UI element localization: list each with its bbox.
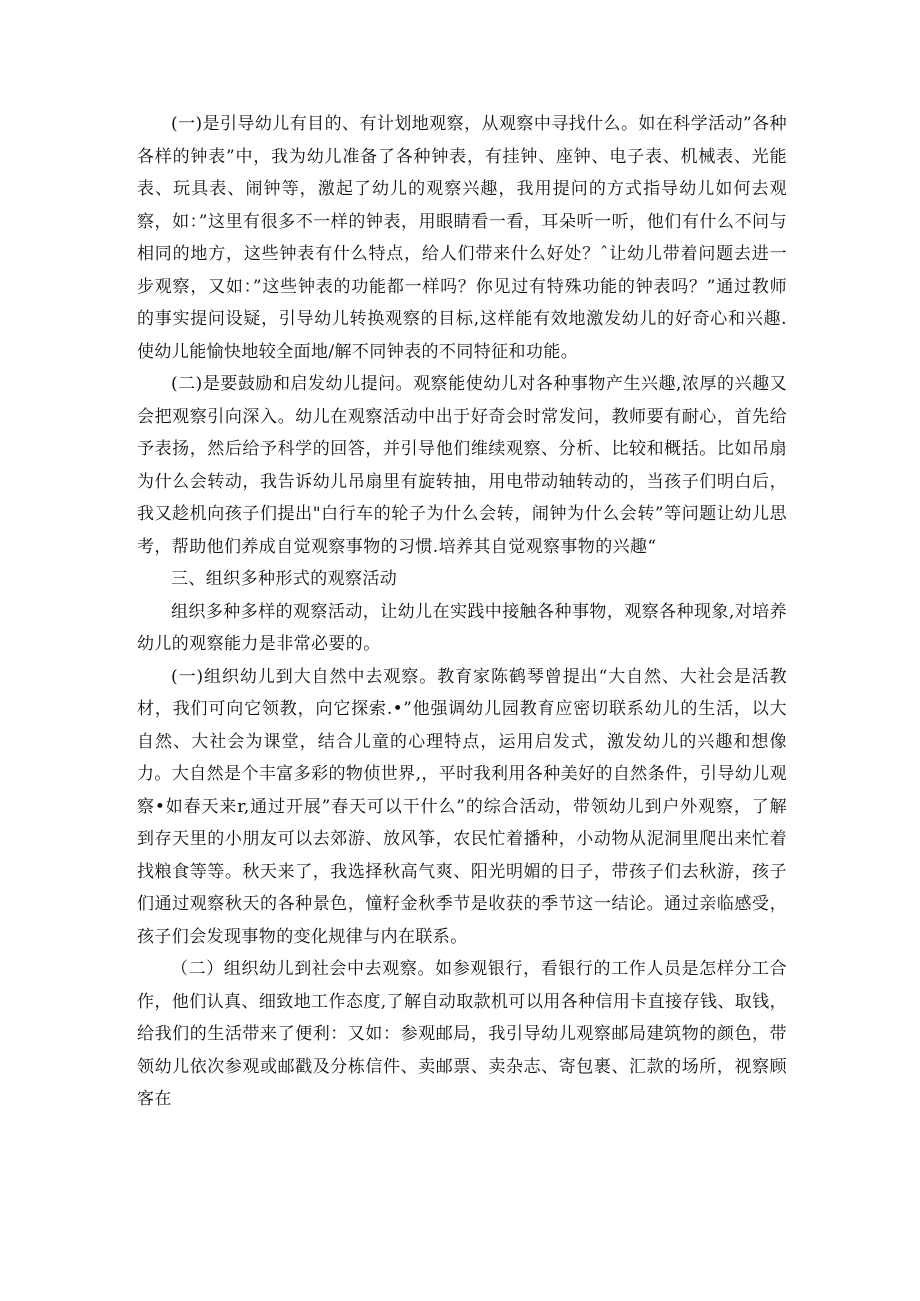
document-body: [137, 108, 787, 1116]
paragraph-nature-observation: (一)组织幼儿到大自然中去观察。教育家陈鹤琴曾提出“大自然、大社会是活教材，我们可向它领教，向它探索.•”他强调幼儿园教育应密切联系幼儿的生活，以大自然、大社会为课堂，结合儿童的心理特点，运用启发式，激发幼儿的兴趣和想像力。大自然是个丰富多彩的物侦世界,，平时我利用各种美好的自然条件，引导幼儿观察•如春天来r,通过开展”春天可以干什么”的综合活动，带领幼儿到户外观察，了解到存天里的小朋友可以去郊游、放风筝，农民忙着播种，小动物从泥洞里爬出来忙着找粮食等等。秋天来了，我选择秋高气爽、阳光明媚的日子，带孩子们去秋游，孩子们通过观察秋天的各种景色，憧籽金秋季节是收获的季节这一结论。通过亲临感受，孩子们会发现事物的变化规律与内在联系。: [137, 666, 787, 947]
paragraph-activities-intro: 组织多种多样的观察活动，让幼儿在实践中接触各种事物，观察各种现象,对培养幼儿的观察能力是非常必要的。: [137, 601, 787, 654]
section-heading-observation-activities: 三、组织多种形式的观察活动: [171, 569, 398, 589]
paragraph-guided-observation: (一)是引导幼儿有目的、有计划地观察，从观察中寻找什么。如在科学活动”各种各样的钟表”中，我为幼儿准备了各种钟表，有挂钟、座钟、电子表、机械表、光能表、玩具表、闹钟等，激起了幼儿的观察兴趣，我用提问的方式指导幼儿如何去观察，如：”这里有很多不一样的钟表，用眼睛看一看，耳朵听一听，他们有什么不问与相同的地方，这些钟表有什么特点，给人们带来什么好处？ˆ让幼儿带着问题去进一步观察，又如：”这些钟表的功能都一样吗？你见过有特殊功能的钟表吗？”通过教师的事实提问设疑，引导幼儿转换观察的目标,这样能有效地激发幼儿的好奇心和兴趣.使幼儿能愉快地较全面地/解不同钟表的不同特征和功能。: [137, 114, 787, 362]
paragraph-encourage-questions: (二)是要鼓励和启发幼儿提问。观察能使幼儿对各种事物产生兴趣,浓厚的兴趣又会把观察引向深入。幼儿在观察活动中出于好奇会时常发问，教师要有耐心，首先给予表扬，然后给予科学的回答，并引导他们维续观察、分析、比较和概括。比如吊扇为什么会转动，我告诉幼儿吊扇里有旋转抽，用电带动轴转动的，当孩子们明白后，我又趁机向孩子们提出"白行车的轮子为什么会转，闹钟为什么会转”等问题让幼儿思考，帮助他们养成自觉观察事物的习惯.培养其自觉观察事物的兴趣“: [137, 374, 787, 557]
paragraph-society-observation: （二）组织幼儿到社会中去观察。如参观银行，看银行的工作人员是怎样分工合作，他们认真、细致地工作态度,了解自动取款机可以用各种信用卡直接存钱、取钱，给我们的生活带来了便利：又如：参观邮局，我引导幼儿观察邮局建筑物的颜色，带领幼儿依次参观或邮戳及分栋信件、卖邮票、卖杂志、寄包裹、汇款的场所，视察顾客在: [137, 959, 787, 1109]
